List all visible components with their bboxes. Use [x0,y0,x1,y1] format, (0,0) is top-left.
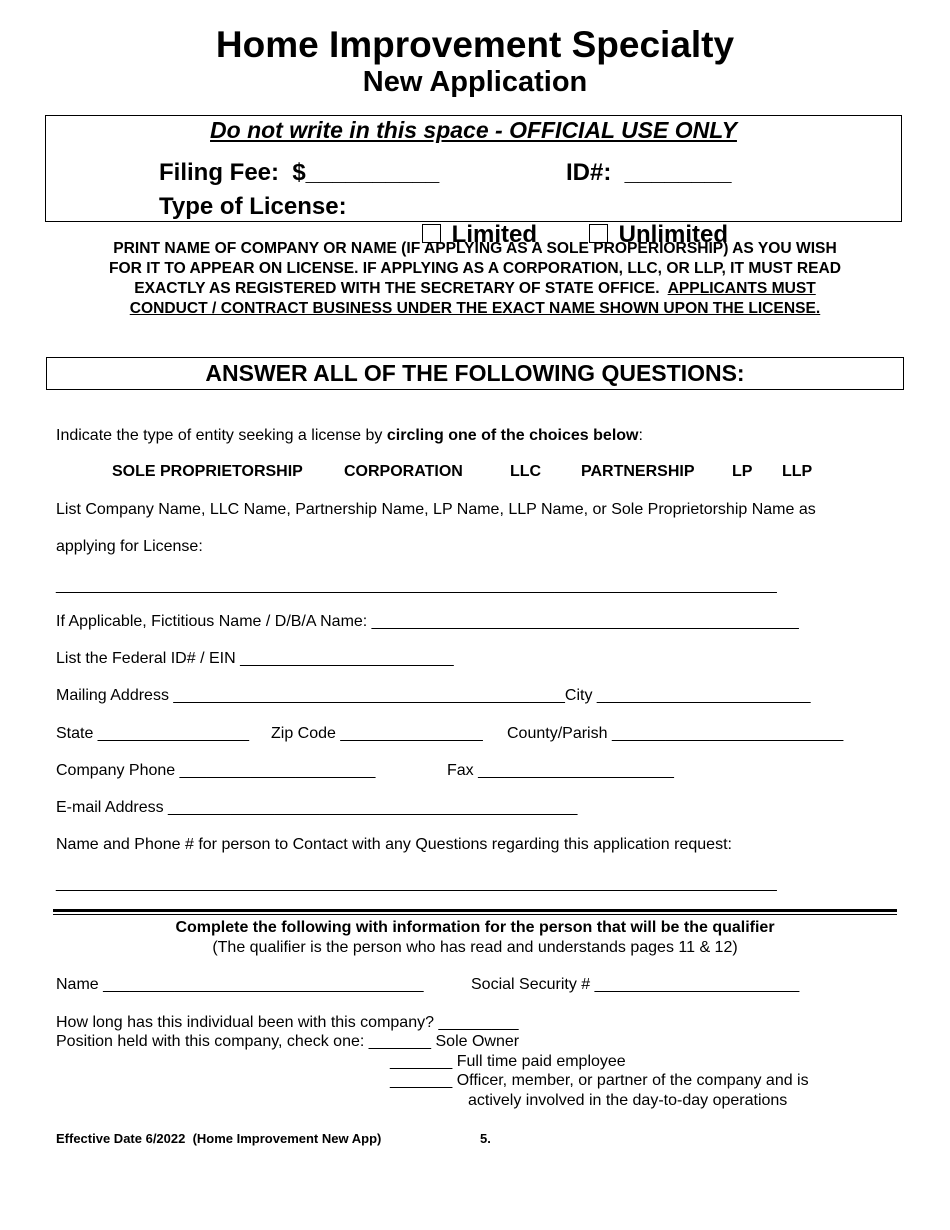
notice-underlined: APPLICANTS MUST [667,280,816,297]
position-officer[interactable]: _______ Officer, member, or partner of the company and is [390,1072,809,1089]
company-name-label-cont: applying for License: [56,538,203,555]
entity-prompt [56,426,643,446]
section-divider [53,909,897,912]
license-type-label: Type of License: [159,193,347,220]
entity-prompt-bold: circling one of the choices below [386,427,639,444]
ssn-field[interactable]: Social Security # _______________________ [471,976,800,993]
choice-lp[interactable]: LP [732,463,753,480]
choice-corporation[interactable]: CORPORATION [344,463,463,480]
section-divider-thin [53,914,897,915]
company-phone-field[interactable]: Company Phone ______________________ [56,762,376,779]
position-full-time[interactable]: _______ Full time paid employee [390,1053,626,1070]
official-use-header: Do not write in this space - OFFICIAL USE ONLY [210,117,737,143]
qualifier-heading-block [0,918,950,958]
entity-prompt-end: : [638,427,643,444]
notice-line [45,279,905,299]
notice-line: FOR IT TO APPEAR ON LICENSE. IF APPLYING AS A CORPORATION, LLC, OR LLP, IT MUST READ [108,260,842,277]
form-subtitle: New Application [362,66,588,98]
choice-sole-proprietorship[interactable]: SOLE PROPRIETORSHIP [112,463,303,480]
limited-label: Limited [451,221,538,248]
page-number: 5. [480,1131,491,1146]
contact-input[interactable]: _________________________________________________________________________________ [56,875,777,892]
form-title: Home Improvement Specialty [215,24,735,65]
state-field[interactable]: State _________________ [56,725,250,742]
choice-llp[interactable]: LLP [782,463,813,480]
tenure-field[interactable]: How long has this individual been with this company? _________ [56,1014,519,1031]
qualifier-subheading: (The qualifier is the person who has read and understands pages 11 & 12) [212,939,738,956]
filing-fee-field[interactable]: Filing Fee: $__________ [159,159,440,186]
name-instructions [45,239,905,319]
choice-llc[interactable]: LLC [510,463,542,480]
dba-field[interactable]: If Applicable, Fictitious Name / D/B/A Name: ________________________________________________ [56,613,799,630]
effective-date-footer: Effective Date 6/2022 (Home Improvement New App) [56,1131,382,1146]
qualifier-heading: Complete the following with information for the person that will be the qualifier [175,919,775,936]
mailing-address-field[interactable]: Mailing Address ____________________________________________City ________________________ [56,687,811,704]
entity-prompt-text: Indicate the type of entity seeking a license by [56,427,387,444]
company-name-label: List Company Name, LLC Name, Partnership Name, LP Name, LLP Name, or Sole Proprietorship Name as [56,501,816,518]
id-number-field[interactable]: ID#: ________ [566,159,732,186]
answer-all-heading: ANSWER ALL OF THE FOLLOWING QUESTIONS: [46,357,904,390]
official-use-box [45,115,902,248]
fax-field[interactable]: Fax ______________________ [447,762,674,779]
qualifier-name-field[interactable]: Name ____________________________________ [56,976,424,993]
company-name-input[interactable]: _________________________________________________________________________________ [56,577,777,594]
ein-field[interactable]: List the Federal ID# / EIN ________________________ [56,650,454,667]
county-field[interactable]: County/Parish __________________________ [507,725,844,742]
unlimited-label: Unlimited [618,221,729,248]
notice-line: CONDUCT / CONTRACT BUSINESS UNDER THE EXACT NAME SHOWN UPON THE LICENSE. [129,300,821,317]
choice-partnership[interactable]: PARTNERSHIP [581,463,695,480]
position-sole-owner[interactable]: Position held with this company, check one: _______ Sole Owner [56,1033,520,1050]
notice-line: PRINT NAME OF COMPANY OR NAME (IF APPLYING AS A SOLE PROPERIORSHIP) AS YOU WISH [113,240,837,257]
email-field[interactable]: E-mail Address ______________________________________________ [56,799,578,816]
notice-text: EXACTLY AS REGISTERED WITH THE SECRETARY OF STATE OFFICE. [134,280,668,297]
position-officer-cont: actively involved in the day-to-day operations [468,1092,788,1109]
contact-label: Name and Phone # for person to Contact with any Questions regarding this application request: [56,836,732,853]
zip-field[interactable]: Zip Code ________________ [271,725,483,742]
